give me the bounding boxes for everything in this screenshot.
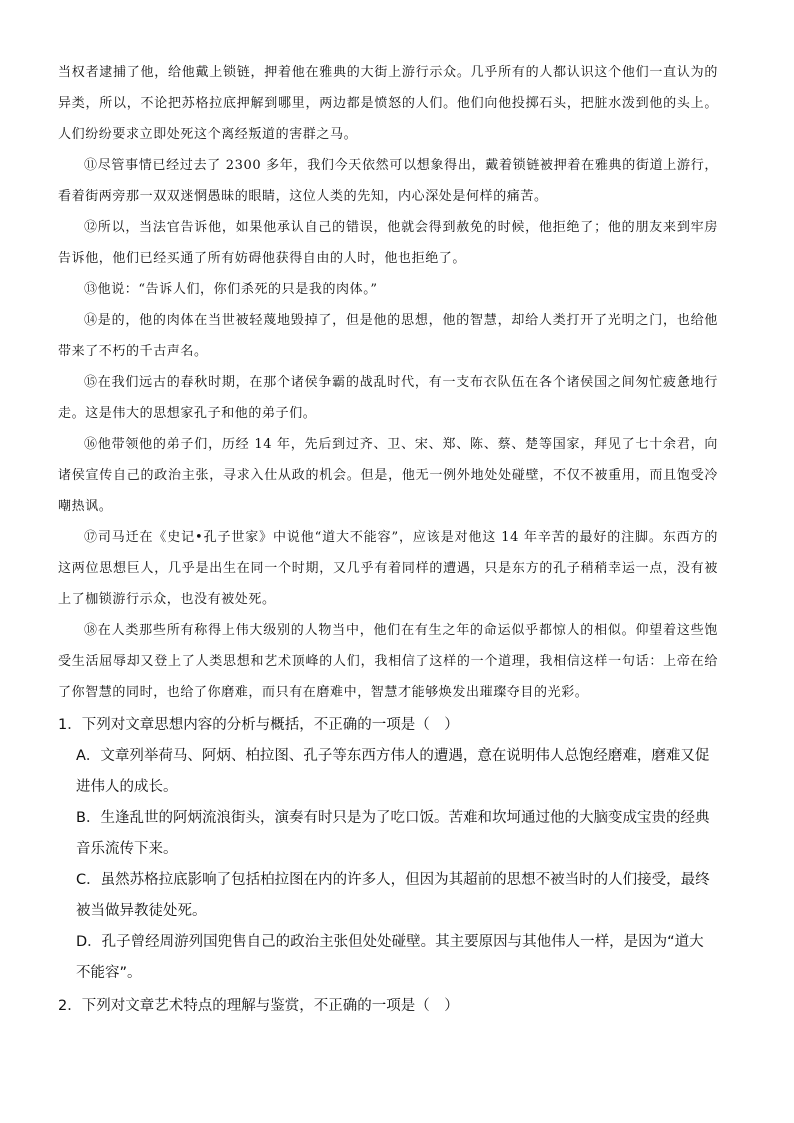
question-2 — [58, 991, 718, 1022]
question-1-option-b: B．生逢乱世的阿炳流浪街头，演奏有时只是为了吃口饭。苦难和坎坷通过他的大脑变成宝贵的经典音乐流传下来。 — [76, 810, 710, 857]
question-2-stem: 2．下列对文章艺术特点的理解与鉴赏，不正确的一项是（ ） — [58, 998, 459, 1014]
passage-paragraph-11: ⑪尽管事情已经过去了 2300 多年，我们今天依然可以想象得出，戴着锁链被押着在雅典的街道上游行，看着街两旁那一双双迷惘愚昧的眼睛，这位人类的先知，内心深处是何样的痛苦。 — [58, 158, 718, 204]
passage-paragraph-14: ⑭是的，他的肉体在当世被轻蔑地毁掉了，但是他的思想，他的智慧，却给人类打开了光明之门，也给他带来了不朽的千古声名。 — [58, 313, 718, 359]
passage-paragraph-13: ⑬他说：“告诉人们，你们杀死的只是我的肉体。” — [84, 282, 378, 297]
question-1-option-a: A．文章列举荷马、阿炳、柏拉图、孔子等东西方伟人的遭遇，意在说明伟人总饱经磨难，磨难又促进伟人的成长。 — [76, 748, 710, 795]
question-1-option-c: C．虽然苏格拉底影响了包括柏拉图在内的许多人，但因为其超前的思想不被当时的人们接受，最终被当做异教徒处死。 — [76, 872, 710, 919]
question-1-option-d: D．孔子曾经周游列国兜售自己的政治主张但处处碰壁。其主要原因与其他伟人一样，是因为“道大不能容”。 — [76, 934, 704, 981]
document-page — [58, 57, 718, 1022]
passage-paragraph-12: ⑫所以，当法官告诉他，如果他承认自己的错误，他就会得到赦免的时候，他拒绝了；他的朋友来到牢房告诉他，他们已经买通了所有妨碍他获得自由的人时，他也拒绝了。 — [58, 220, 718, 266]
passage-paragraph-15: ⑮在我们远古的春秋时期，在那个诸侯争霸的战乱时代，有一支布衣队伍在各个诸侯国之间匆忙疲惫地行走。这是伟大的思想家孔子和他的弟子们。 — [58, 375, 718, 421]
passage-paragraph-17: ⑰司马迁在《史记•孔子世家》中说他“道大不能容”，应该是对他这 14 年辛苦的最好的注脚。东西方的这两位思想巨人，几乎是出生在同一个时期，又几乎有着同样的遭遇，只是东方的孔子稍稍幸运一点，没有被上了枷锁游行示众，也没有被处死。 — [58, 530, 718, 607]
passage-paragraph-16: ⑯他带领他的弟子们，历经 14 年，先后到过齐、卫、宋、郑、陈、蔡、楚等国家，拜见了七十余君，向诸侯宣传自己的政治主张，寻求入仕从政的机会。但是，他无一例外地处处碰壁，不仅不被重用，而且饱受冷嘲热讽。 — [58, 437, 718, 514]
passage-paragraph-18: ⑱在人类那些所有称得上伟大级别的人物当中，他们在有生之年的命运似乎都惊人的相似。仰望着这些饱受生活屈辱却又登上了人类思想和艺术顶峰的人们，我相信了这样的一个道理，我相信这样一句话：上帝在给了你智慧的同时，也给了你磨难，而只有在磨难中，智慧才能够焕发出璀璨夺目的光彩。 — [58, 623, 718, 700]
question-1 — [58, 710, 718, 989]
question-1-stem: 1．下列对文章思想内容的分析与概括，不正确的一项是（ ） — [58, 717, 459, 733]
passage-paragraph-10-cont: 当权者逮捕了他，给他戴上锁链，押着他在雅典的大街上游行示众。几乎所有的人都认识这个他们一直认为的异类，所以，不论把苏格拉底押解到哪里，两边都是愤怒的人们。他们向他投掷石头，把脏水泼到他的头上。人们纷纷要求立即处死这个离经叛道的害群之马。 — [58, 65, 718, 142]
